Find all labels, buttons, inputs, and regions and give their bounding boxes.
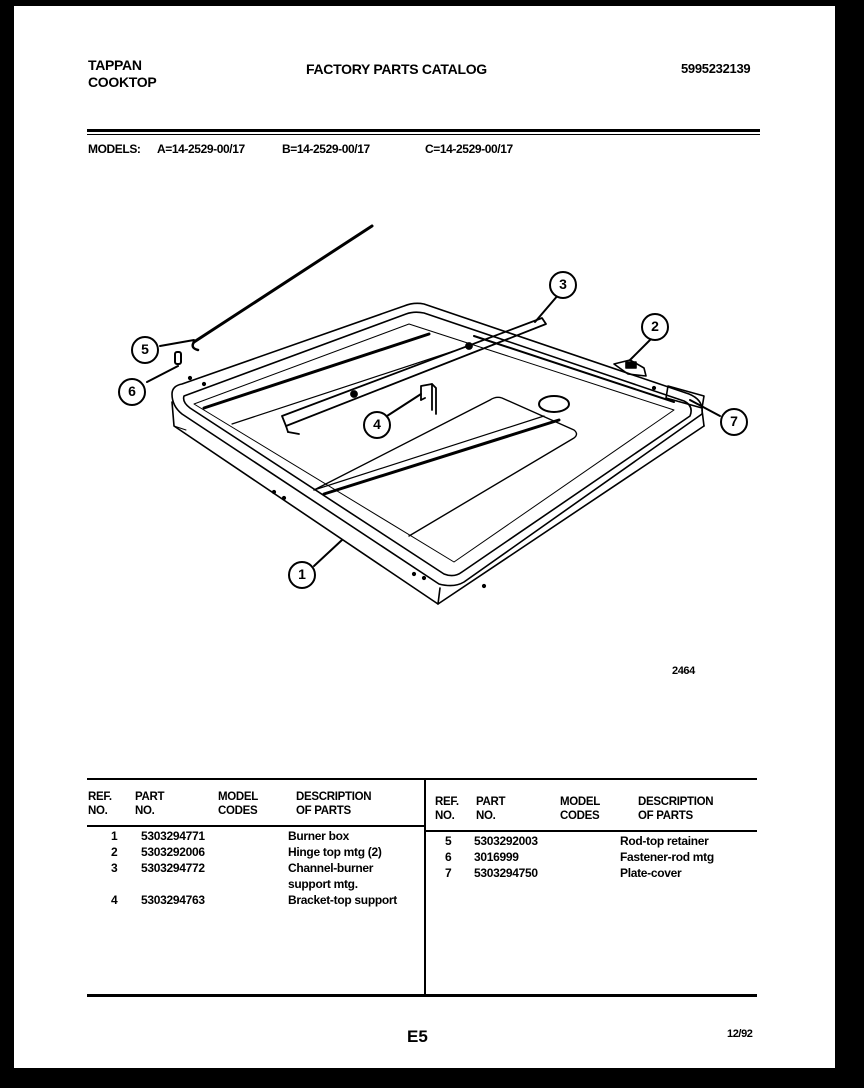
col-model-header: MODEL CODES (218, 791, 259, 817)
leader-1 (314, 540, 342, 566)
part-description: Hinge top mtg (2) (288, 845, 382, 859)
callout-5: 5 (131, 336, 159, 364)
table-header-rule-left (87, 825, 424, 827)
fastener-rod-mtg-drawing (175, 352, 181, 364)
callout-3: 3 (549, 271, 577, 299)
revision-date: 12/92 (727, 1028, 753, 1040)
catalog-page (14, 6, 835, 1068)
part-number: 5303294763 (141, 893, 205, 907)
col-desc-header-right: DESCRIPTION OF PARTS (638, 796, 714, 822)
part-number: 5303292006 (141, 845, 205, 859)
product-label: COOKTOP (88, 74, 157, 90)
col-model-header-right: MODEL CODES (560, 796, 601, 822)
part-number: 5303294750 (474, 866, 538, 880)
bracket-top-support-drawing (421, 384, 436, 414)
col-part-header-right: PART NO. (476, 796, 506, 822)
model-c: C=14-2529-00/17 (425, 142, 513, 156)
part-number: 3016999 (474, 850, 519, 864)
callout-6: 6 (118, 378, 146, 406)
ref-number: 7 (445, 866, 452, 880)
part-description: Channel-burner (288, 861, 374, 875)
catalog-number: 5995232139 (681, 61, 751, 76)
part-description: Burner box (288, 829, 350, 843)
callout-7: 7 (720, 408, 748, 436)
exploded-parts-diagram (14, 6, 835, 706)
page-code: E5 (407, 1027, 428, 1046)
ref-number: 6 (445, 850, 452, 864)
model-b: B=14-2529-00/17 (282, 142, 370, 156)
page-title: FACTORY PARTS CATALOG (306, 61, 487, 77)
table-divider (424, 778, 426, 995)
part-description: Rod-top retainer (620, 834, 709, 848)
table-header-rule-right (426, 830, 757, 832)
model-a: A=14-2529-00/17 (157, 142, 245, 156)
table-top-rule (87, 778, 757, 780)
leader-4 (387, 394, 421, 416)
leader-6 (147, 366, 178, 382)
ref-number: 2 (111, 845, 118, 859)
models-label: MODELS: (88, 142, 141, 156)
part-description: Fastener-rod mtg (620, 850, 714, 864)
part-description-cont: support mtg. (288, 877, 358, 891)
part-number: 5303294771 (141, 829, 205, 843)
part-description: Plate-cover (620, 866, 682, 880)
col-ref-header: REF. NO. (88, 791, 112, 817)
table-bottom-rule (87, 994, 757, 997)
leader-7 (690, 400, 720, 416)
table-row: 1 (111, 829, 118, 843)
ref-number: 3 (111, 861, 118, 875)
figure-number: 2464 (672, 665, 695, 677)
leader-3 (535, 294, 559, 322)
col-ref-header-right: REF. NO. (435, 796, 459, 822)
hinge-top-mtg-drawing (614, 360, 646, 376)
callout-2: 2 (641, 313, 669, 341)
callout-1: 1 (288, 561, 316, 589)
burner-box-drawing (172, 303, 704, 604)
part-number: 5303294772 (141, 861, 205, 875)
ref-number: 4 (111, 893, 118, 907)
rod-top-retainer-drawing (193, 226, 372, 350)
callout-4: 4 (363, 411, 391, 439)
ref-number: 5 (445, 834, 452, 848)
brand-label: TAPPAN (88, 57, 142, 73)
col-desc-header: DESCRIPTION OF PARTS (296, 791, 372, 817)
part-number: 5303292003 (474, 834, 538, 848)
part-description: Bracket-top support (288, 893, 397, 907)
col-part-header: PART NO. (135, 791, 165, 817)
leader-5 (160, 340, 194, 346)
